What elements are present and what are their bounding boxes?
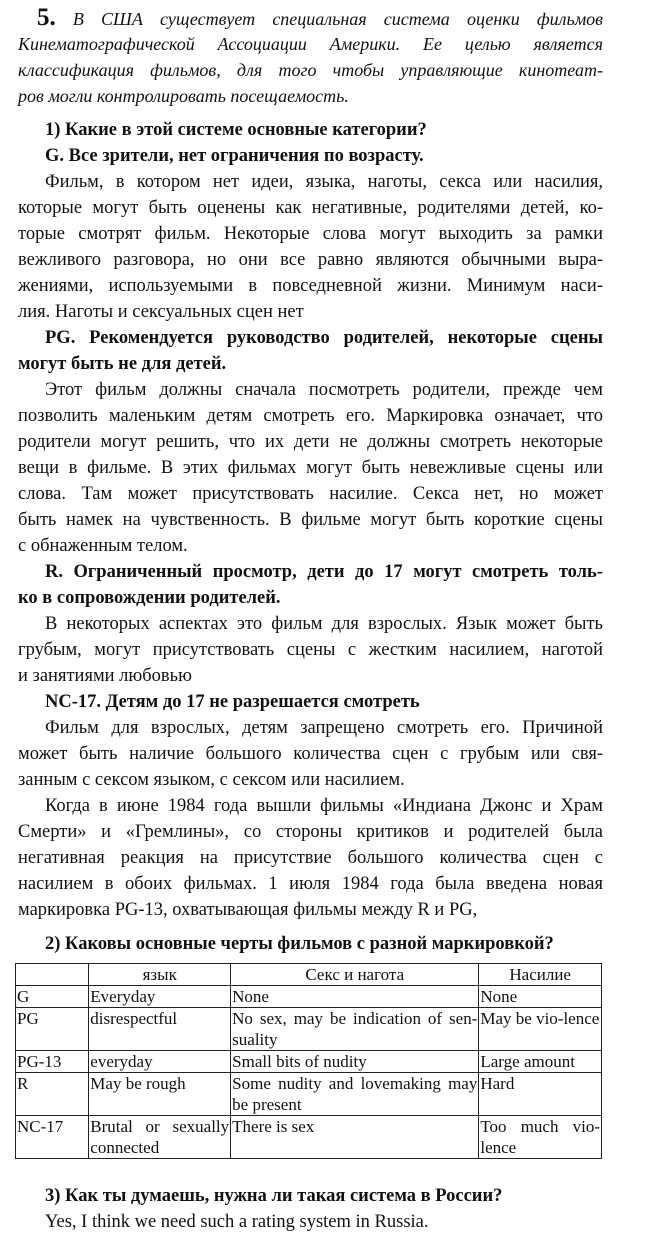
table-cell: G <box>16 986 89 1008</box>
category-description: занным с сексом языком, с сексом или насилием. <box>18 770 405 790</box>
table-row <box>16 1073 602 1116</box>
table-row <box>16 1116 602 1159</box>
table-header-cell: язык <box>89 964 231 986</box>
table-cell: Too much vio-lence <box>480 1117 600 1157</box>
table-row <box>16 1008 602 1051</box>
question-3: 3) Как ты думаешь, нужна ли такая система в России? <box>45 1186 503 1206</box>
table-header-cell <box>16 964 89 986</box>
document-page <box>18 5 603 1235</box>
category-heading: G. Все зрители, нет ограничения по возрасту. <box>45 146 424 166</box>
table-cell: No sex, may be indication of sen-suality <box>232 1009 478 1049</box>
category-heading: R. Ограниченный просмотр, дети до 17 могут смотреть толь- <box>45 562 603 582</box>
table-cell: R <box>16 1073 89 1116</box>
table-cell: Brutal or sexually connected <box>90 1117 230 1157</box>
table-row <box>16 986 602 1008</box>
ratings-table <box>15 963 602 1159</box>
table-cell: NC-17 <box>16 1116 89 1159</box>
table-cell: None <box>479 986 602 1008</box>
category-description: Фильм, в котором нет идеи, языка, наготы, секса или насилия, <box>45 172 603 192</box>
answer-3: Yes, I think we need such a rating system in Russia. <box>45 1212 429 1232</box>
spacer <box>18 923 603 931</box>
table-cell: Small bits of nudity <box>231 1051 479 1073</box>
task-intro-text: классификация фильмов, для того чтобы управляющие кинотеат- <box>18 60 603 80</box>
table-cell: Some nudity and lovemaking may be present <box>232 1074 478 1114</box>
history-paragraph: маркировка PG-13, охватывающая фильмы между R и PG, <box>18 900 478 920</box>
table-header-cell: Насилие <box>479 964 602 986</box>
category-heading: NC-17. Детям до 17 не разрешается смотреть <box>45 692 420 712</box>
category-description: с обнаженным телом. <box>18 536 188 556</box>
category-description: слова. Там может присутствовать насилие. Секса нет, но может <box>18 484 603 504</box>
table-cell: Large amount <box>479 1051 602 1073</box>
category-heading: могут быть не для детей. <box>18 354 227 374</box>
table-cell: May be rough <box>89 1073 231 1116</box>
category-description: грубым, могут присутствовать сцены с жестким насилием, наготой <box>18 640 603 660</box>
category-description: и занятиями любовью <box>18 666 192 686</box>
category-description: может быть наличие большого количества сцен с грубым или свя- <box>18 744 603 764</box>
category-description: торые смотрят фильм. Некоторые слова могут выходить за рамки <box>18 224 603 244</box>
table-header-cell: Секс и нагота <box>231 964 479 986</box>
history-paragraph: негативная реакция на присутствие большого количества сцен с <box>18 848 603 868</box>
category-description: жениями, используемыми в повседневной жизни. Минимум наси- <box>18 276 603 296</box>
category-description: быть намек на чувственность. В фильме могут быть короткие сцены <box>18 510 603 530</box>
table-cell: PG-13 <box>16 1051 89 1073</box>
task-number: 5. <box>37 4 56 31</box>
category-description: которые могут быть оценены как негативные, родителями детей, ко- <box>18 198 603 218</box>
table-cell: May be vio-lence <box>479 1008 602 1051</box>
category-description: вежливого разговора, но они все равно являются обычными выра- <box>18 250 603 270</box>
category-description: позволить маленьким детям смотреть его. Маркировка означает, что <box>18 406 603 426</box>
task-intro-text: В США существует специальная система оценки фильмов <box>72 9 604 29</box>
category-description: В некоторых аспектах это фильм для взрослых. Язык может быть <box>45 614 603 634</box>
question-2: 2) Каковы основные черты фильмов с разной маркировкой? <box>45 934 554 954</box>
category-description: вещи в фильме. В этих фильмах могут быть невежливые сцены или <box>18 458 603 478</box>
table-cell: Hard <box>479 1073 602 1116</box>
task-intro-line <box>18 5 603 31</box>
category-heading: PG. Рекомендуется руководство родителей, некоторые сцены <box>45 328 603 348</box>
category-description: родители могут решить, что их дети не должны смотреть некоторые <box>18 432 603 452</box>
task-intro-text: ров могли контролировать посещаемость. <box>18 86 349 106</box>
table-cell: everyday <box>89 1051 231 1073</box>
history-paragraph: Смерти» и «Гремлины», со стороны критиков и родителей была <box>18 822 603 842</box>
table-cell: Everyday <box>89 986 231 1008</box>
task-intro-line <box>18 31 603 57</box>
table-header-row <box>16 964 602 986</box>
spacer <box>18 109 603 117</box>
task-intro-text: Кинематографической Ассоциации Америки. Ее целью является <box>18 34 603 54</box>
category-description: Этот фильм должны сначала посмотреть родители, прежде чем <box>45 380 603 400</box>
category-heading: ко в сопровождении родителей. <box>18 588 281 608</box>
spacer <box>18 1159 603 1183</box>
table-cell: PG <box>16 1008 89 1051</box>
history-paragraph: насилием в обоих фильмах. 1 июля 1984 года была введена новая <box>18 874 603 894</box>
task-intro-line <box>18 57 603 83</box>
table-cell: disrespectful <box>89 1008 231 1051</box>
task-intro-line <box>18 83 603 109</box>
question-1: 1) Какие в этой системе основные категории? <box>45 120 427 140</box>
table-row <box>16 1051 602 1073</box>
table-cell: None <box>231 986 479 1008</box>
category-description: лия. Наготы и сексуальных сцен нет <box>18 302 304 322</box>
table-cell: There is sex <box>231 1116 479 1159</box>
history-paragraph: Когда в июне 1984 года вышли фильмы «Индиана Джонс и Храм <box>45 796 603 816</box>
category-description: Фильм для взрослых, детям запрещено смотреть его. Причиной <box>45 718 603 738</box>
